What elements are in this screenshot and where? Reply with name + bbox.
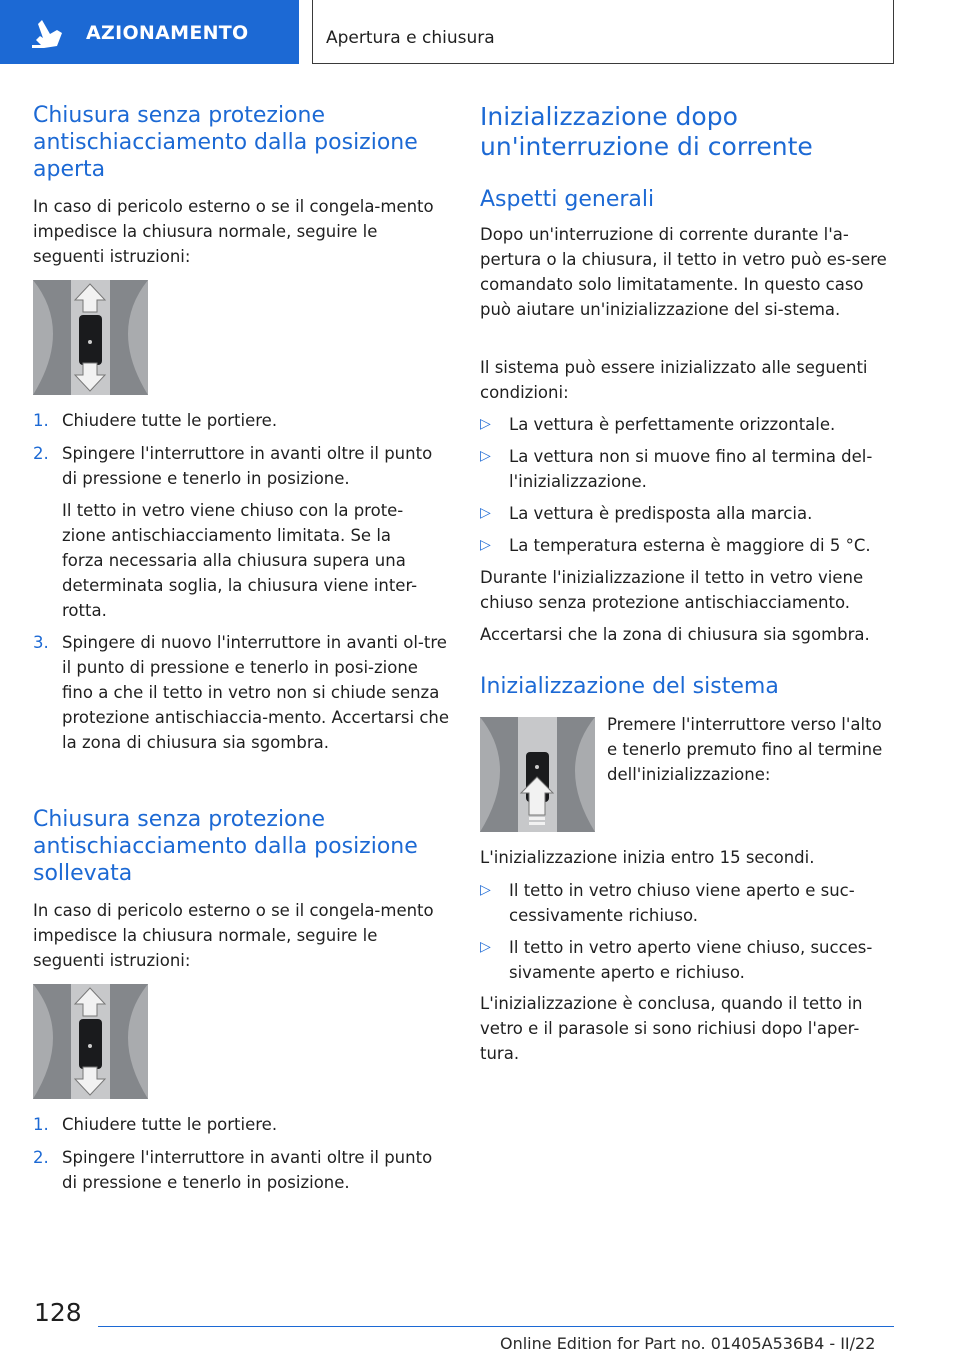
footer-edition: Online Edition for Part no. 01405A536B4 - II/22 bbox=[500, 1334, 876, 1353]
heading-system-init: Inizializzazione del sistema bbox=[480, 674, 779, 699]
heading-general: Aspetti generali bbox=[480, 187, 655, 212]
hand-pointer-icon bbox=[30, 18, 66, 50]
breadcrumb-text: Apertura e chiusura bbox=[326, 28, 495, 48]
paragraph-press-switch: Premere l'interruttore verso l'alto e tenerlo premuto fino al termine dell'inizializzazione: bbox=[607, 715, 883, 784]
breadcrumb bbox=[312, 0, 894, 64]
paragraph-check-zone: Accertarsi che la zona di chiusura sia sgombra. bbox=[480, 625, 870, 644]
page-number: 128 bbox=[34, 1298, 82, 1327]
paragraph-conditions: Il sistema può essere inizializzato alle seguenti condizioni: bbox=[480, 358, 868, 402]
heading-close-from-open: Chiusura senza protezione antischiacciamento dalla posizione aperta bbox=[33, 103, 418, 182]
heading-init-after-power-loss: Inizializzazione dopo un'interruzione di corrente bbox=[480, 102, 813, 161]
section-tab bbox=[0, 0, 299, 64]
switch-image-2 bbox=[33, 984, 148, 1099]
heading-close-from-raised: Chiusura senza protezione antischiacciamento dalla posizione sollevata bbox=[33, 807, 418, 886]
paragraph-init-start: L'inizializzazione inizia entro 15 secondi. bbox=[480, 848, 815, 867]
paragraph-init-complete: L'inizializzazione è conclusa, quando il tetto in vetro e il parasole si sono richiusi dopo l'aper-tura. bbox=[480, 994, 863, 1063]
switch-image-1 bbox=[33, 280, 148, 395]
switch-image-3 bbox=[480, 717, 595, 832]
section-title: AZIONAMENTO bbox=[86, 22, 249, 44]
footer-divider bbox=[98, 1326, 894, 1327]
paragraph-intro-2: In caso di pericolo esterno o se il congela-mento impedisce la chiusura normale, seguire le seguenti istruzioni: bbox=[33, 901, 434, 970]
paragraph-general: Dopo un'interruzione di corrente durante l'a-pertura o la chiusura, il tetto in vetro può es-sere comandato solo limitatamente. In questo caso può aiutare un'inizializzazione del si-stema. bbox=[480, 225, 887, 319]
paragraph-intro-1: In caso di pericolo esterno o se il congela-mento impedisce la chiusura normale, seguire le seguenti istruzioni: bbox=[33, 197, 434, 266]
paragraph-during-init: Durante l'inizializzazione il tetto in vetro viene chiuso senza protezione antischiacciamento. bbox=[480, 568, 864, 612]
